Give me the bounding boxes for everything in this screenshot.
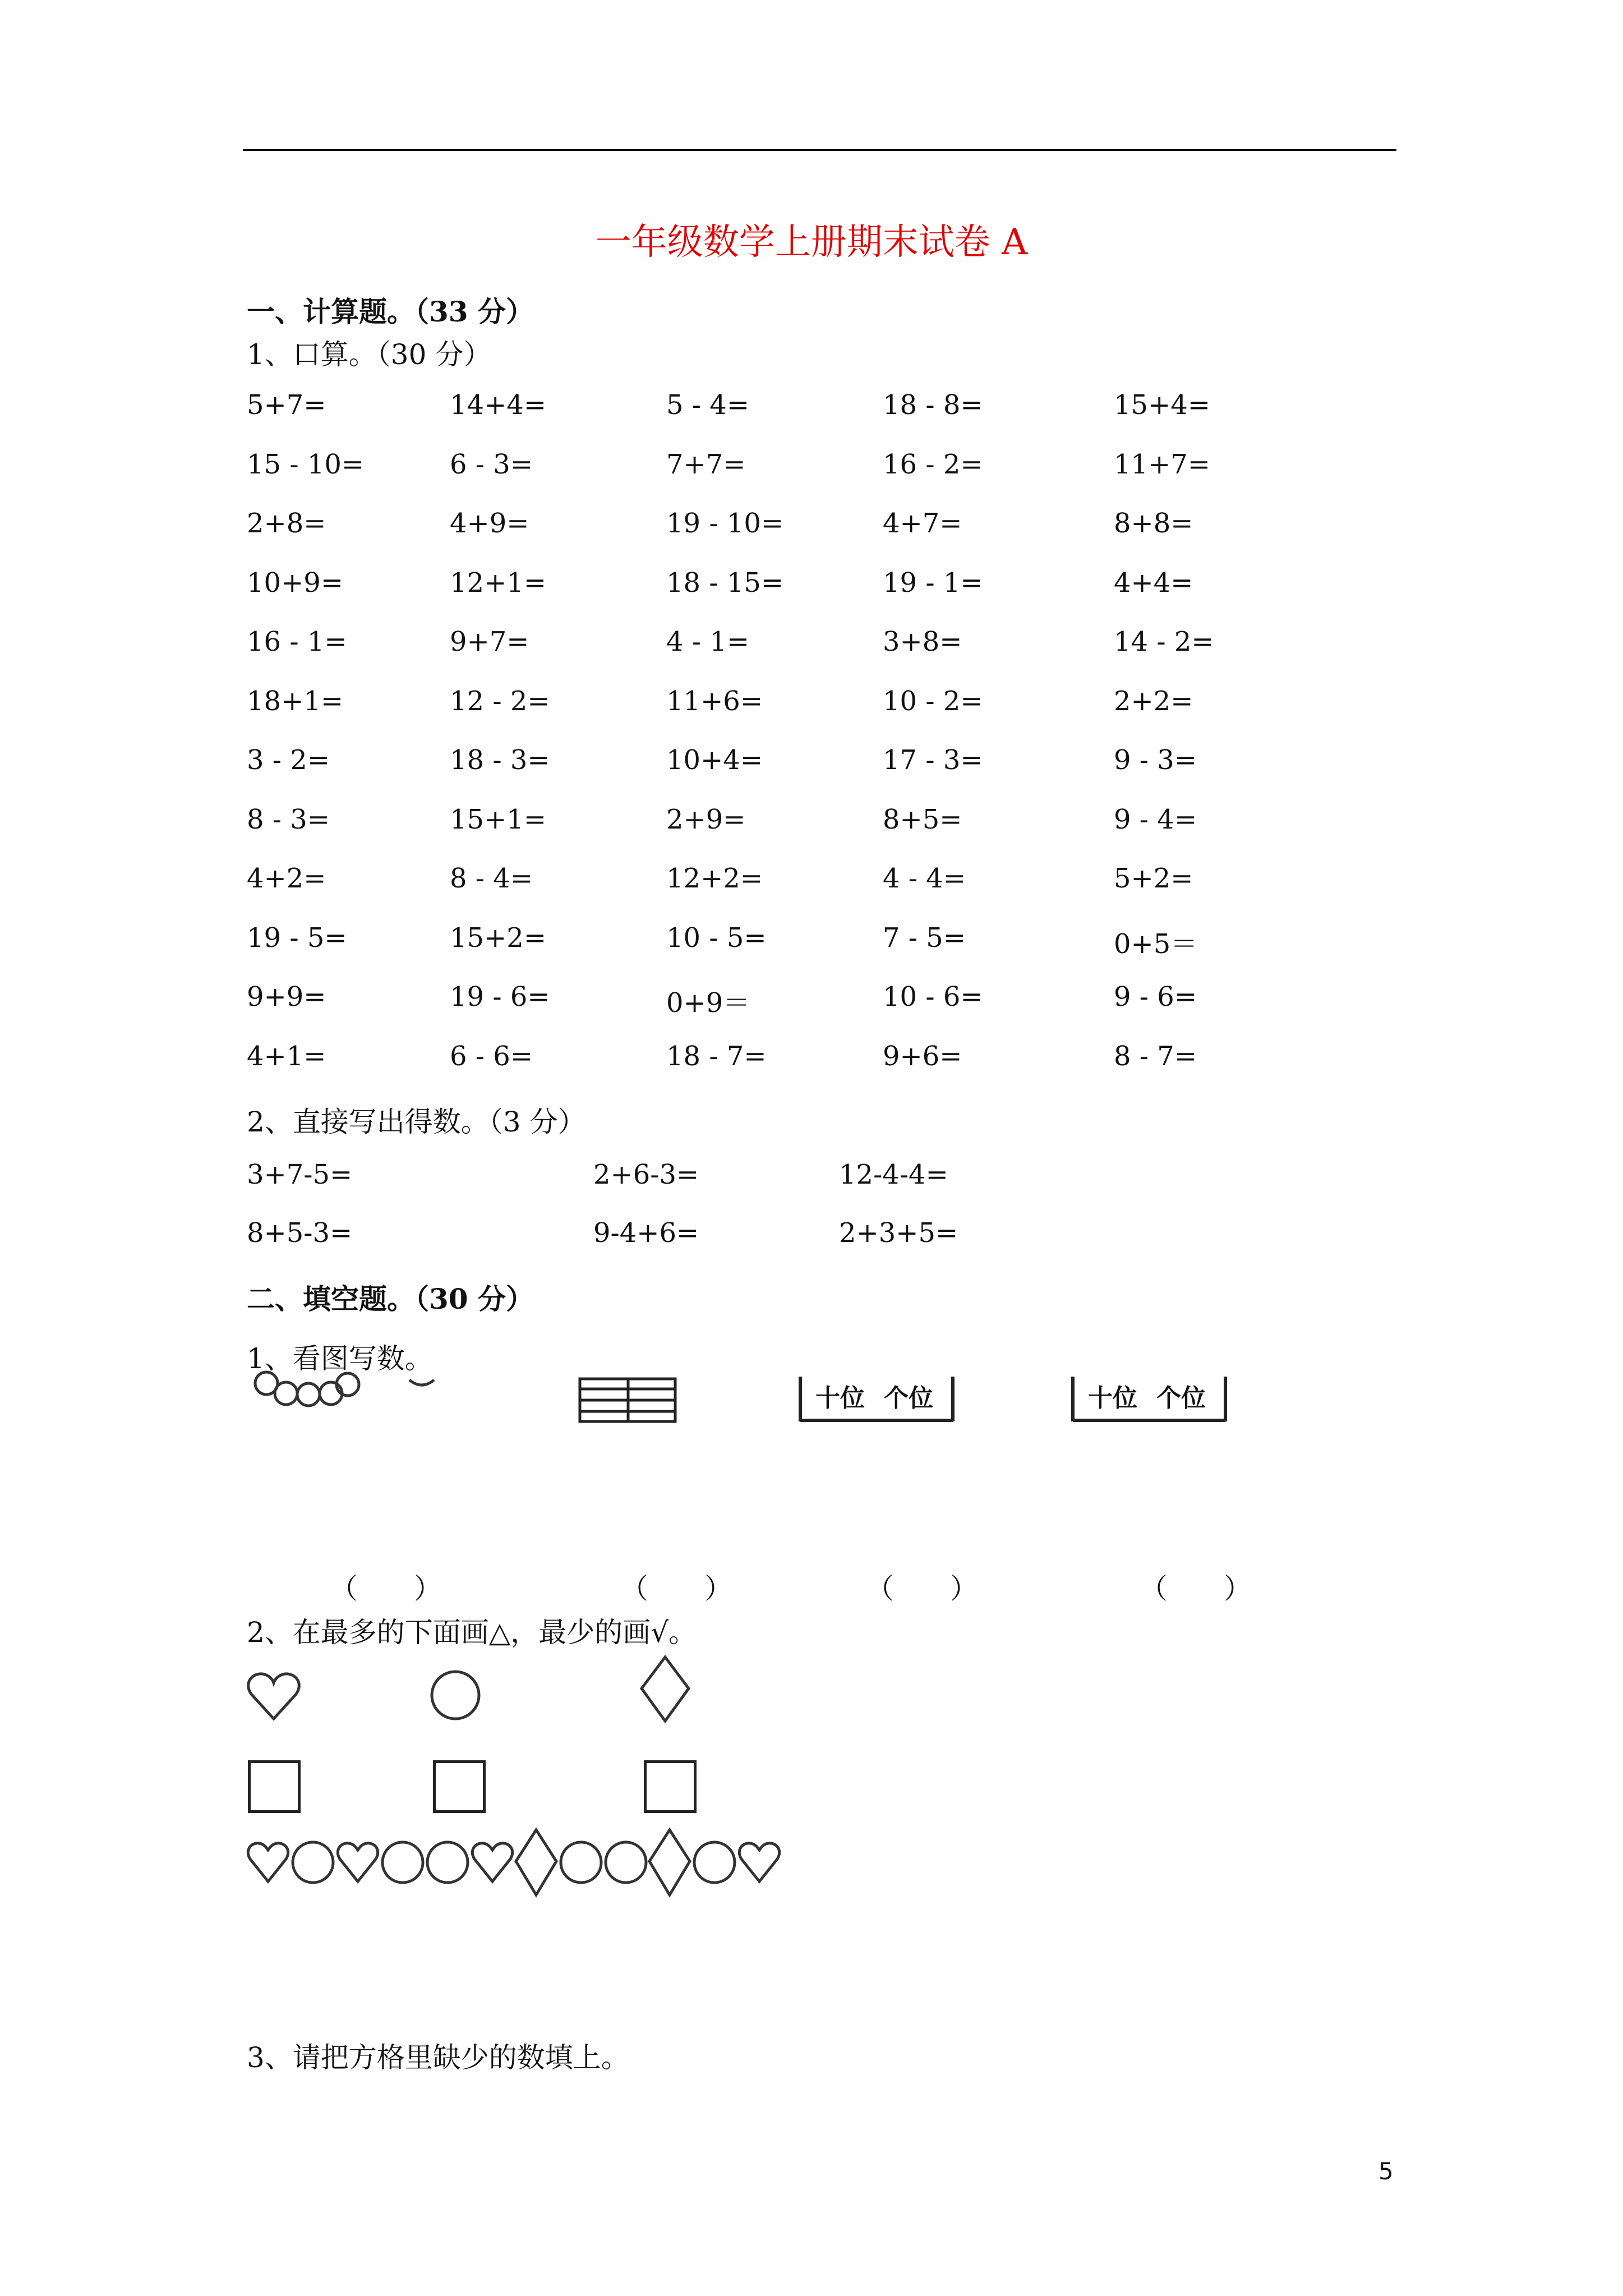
mental-math-item: 15+1= <box>450 803 547 835</box>
diamond-icon <box>639 1655 695 1728</box>
heart-icon <box>247 1672 303 1722</box>
q2-label: 2、直接写出得数。（3 分） <box>247 1106 586 1138</box>
header-rule <box>243 149 1396 151</box>
mental-math-item: 9+7= <box>450 626 529 657</box>
place-value-box-1 <box>799 1375 955 1424</box>
ones-label: 个位 <box>1156 1384 1206 1412</box>
answer-square-1[interactable] <box>248 1760 301 1813</box>
heart-icon <box>472 1843 512 1881</box>
answer-square-3[interactable] <box>644 1760 697 1813</box>
mental-math-item: 10 - 6= <box>883 981 983 1013</box>
mental-math-item: 15+2= <box>450 922 547 954</box>
mental-math-item: 10+9= <box>247 567 344 599</box>
mental-math-item: 17 - 3= <box>883 744 983 776</box>
mental-math-item: 8+5= <box>883 803 962 835</box>
answer-square-2[interactable] <box>433 1760 486 1813</box>
direct-answer-item: 2+6-3= <box>593 1159 699 1190</box>
mental-math-item: 6 - 6= <box>450 1040 533 1072</box>
heart-icon <box>338 1843 377 1881</box>
mental-math-item: 7+7= <box>666 448 746 480</box>
tens-label: 十位 <box>1088 1384 1137 1412</box>
diamond-icon <box>516 1830 556 1895</box>
heart-icon <box>739 1843 779 1881</box>
circle-icon <box>382 1842 423 1883</box>
diamond-icon <box>649 1830 690 1895</box>
direct-answer-item: 9-4+6= <box>593 1217 699 1249</box>
mental-math-item: 7 - 5= <box>883 922 966 954</box>
mental-math-item: 19 - 10= <box>666 508 784 539</box>
mental-math-item: 19 - 6= <box>450 981 550 1013</box>
mental-math-item: 19 - 5= <box>247 922 347 954</box>
circle-icon <box>427 1842 468 1883</box>
circle-icon <box>606 1842 646 1883</box>
mental-math-item: 12 - 2= <box>450 685 550 717</box>
mental-math-item: 9 - 3= <box>1114 744 1197 776</box>
mental-math-item: 3 - 2= <box>247 744 330 776</box>
mental-math-item: 12+1= <box>450 567 547 599</box>
circle-icon <box>430 1669 486 1726</box>
q1-label: 1、口算。（30 分） <box>247 338 492 371</box>
mental-math-item: 12+2= <box>666 863 763 894</box>
bead-picture <box>247 1369 449 1425</box>
answer-blank-1[interactable]: （ ） <box>330 1572 442 1605</box>
mental-math-item: 15+4= <box>1114 389 1211 421</box>
direct-answer-item: 8+5-3= <box>247 1217 353 1249</box>
mental-math-item: 4+1= <box>247 1040 326 1072</box>
direct-answer-item: 12-4-4= <box>839 1159 948 1190</box>
mental-math-item: 5+2= <box>1114 863 1193 894</box>
mental-math-item: 10+4= <box>666 744 763 776</box>
mental-math-item: 11+7= <box>1114 448 1211 480</box>
page-number: 5 <box>1378 2157 1394 2185</box>
mental-math-item: 19 - 1= <box>883 567 983 599</box>
mental-math-item: 18 - 3= <box>450 744 550 776</box>
mental-math-item: 4 - 1= <box>666 626 750 657</box>
mental-math-item: 8 - 7= <box>1114 1040 1197 1072</box>
mental-math-item: 4+4= <box>1114 567 1193 599</box>
mental-math-item: 18+1= <box>247 685 344 717</box>
ones-label: 个位 <box>884 1384 933 1412</box>
circle-icon <box>694 1842 735 1883</box>
mental-math-item: 9+9= <box>247 981 326 1013</box>
mental-math-item: 10 - 5= <box>666 922 767 954</box>
mental-math-item: 4 - 4= <box>883 863 966 894</box>
circle-icon <box>293 1842 333 1883</box>
section2-heading: 二、填空题。（30 分） <box>247 1282 534 1315</box>
mental-math-item: 9 - 6= <box>1114 981 1197 1013</box>
mental-math-item: 6 - 3= <box>450 448 533 480</box>
mental-math-item: 4+7= <box>883 508 962 539</box>
mental-math-item: 9+6= <box>883 1040 962 1072</box>
direct-answer-item: 2+3+5= <box>839 1217 958 1249</box>
mental-math-item: 2+9= <box>666 803 746 835</box>
mental-math-item: 4+9= <box>450 508 529 539</box>
heart-icon <box>248 1843 288 1881</box>
mental-math-item: 9 - 4= <box>1114 803 1197 835</box>
fill-q2-label: 2、在最多的下面画△，最少的画√。 <box>247 1616 697 1649</box>
mental-math-item: 18 - 7= <box>666 1040 767 1072</box>
mental-math-item: 14 - 2= <box>1114 626 1214 657</box>
mental-math-item: 18 - 15= <box>666 567 784 599</box>
shape-row <box>247 1823 819 1902</box>
mental-math-item: 10 - 2= <box>883 685 983 717</box>
mental-math-item: 15 - 10= <box>247 448 365 480</box>
fill-q3-label: 3、请把方格里缺少的数填上。 <box>247 2041 629 2074</box>
tens-label: 十位 <box>815 1384 865 1412</box>
fill-q1-label: 1、看图写数。 <box>247 1342 433 1375</box>
mental-math-item: 8 - 3= <box>247 803 330 835</box>
mental-math-item: 3+8= <box>883 626 962 657</box>
mental-math-item: 0+9＝ <box>666 987 750 1019</box>
circle-icon <box>561 1842 601 1883</box>
direct-answer-item: 3+7-5= <box>247 1159 353 1190</box>
mental-math-item: 8+8= <box>1114 508 1193 539</box>
answer-blank-2[interactable]: （ ） <box>620 1572 732 1605</box>
mental-math-item: 14+4= <box>450 389 547 421</box>
mental-math-item: 2+2= <box>1114 685 1193 717</box>
mental-math-item: 8 - 4= <box>450 863 533 894</box>
page-title: 一年级数学上册期末试卷 A <box>595 222 1028 263</box>
mental-math-item: 18 - 8= <box>883 389 983 421</box>
counting-grid <box>578 1377 679 1427</box>
place-value-box-2 <box>1071 1375 1227 1424</box>
answer-blank-4[interactable]: （ ） <box>1140 1572 1252 1605</box>
mental-math-item: 16 - 2= <box>883 448 983 480</box>
mental-math-item: 5 - 4= <box>666 389 750 421</box>
mental-math-item: 4+2= <box>247 863 326 894</box>
mental-math-item: 11+6= <box>666 685 763 717</box>
section1-heading: 一、计算题。（33 分） <box>247 295 534 328</box>
mental-math-item: 0+5＝ <box>1114 928 1198 960</box>
mental-math-item: 2+8= <box>247 508 326 539</box>
answer-blank-3[interactable]: （ ） <box>866 1572 978 1605</box>
mental-math-item: 5+7= <box>247 389 326 421</box>
mental-math-item: 16 - 1= <box>247 626 347 657</box>
